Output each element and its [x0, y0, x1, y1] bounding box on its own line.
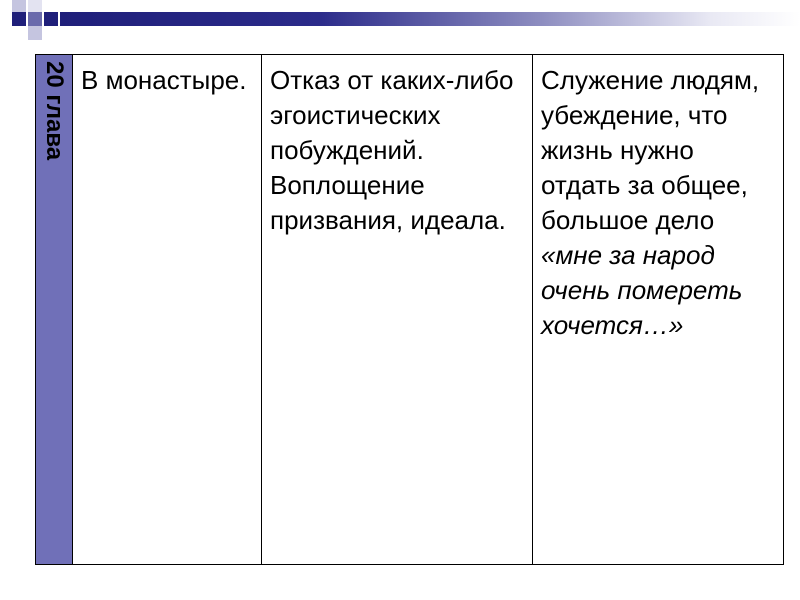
decor-square [28, 26, 42, 40]
chapter-cell [36, 55, 73, 565]
place-cell [73, 55, 262, 565]
renunciation-cell [262, 55, 533, 565]
place-text: В монастыре. [81, 65, 247, 95]
service-cell [533, 55, 784, 565]
content-table [35, 54, 784, 565]
renunciation-text: Отказ от каких-либо эгоистических побуждений. Воплощение призвания, идеала. [270, 65, 514, 235]
header-gradient-bar [60, 12, 800, 26]
chapter-label: 20 глава [41, 61, 68, 161]
table-row [36, 55, 784, 565]
service-text: Служение людям, убеждение, что жизнь нужно отдать за общее, большое дело [541, 65, 760, 235]
decor-square [44, 12, 58, 26]
decor-square [12, 12, 26, 26]
service-quote: «мне за народ очень помереть хочется…» [541, 240, 743, 340]
decor-square [28, 12, 42, 26]
header-decoration [0, 0, 800, 40]
